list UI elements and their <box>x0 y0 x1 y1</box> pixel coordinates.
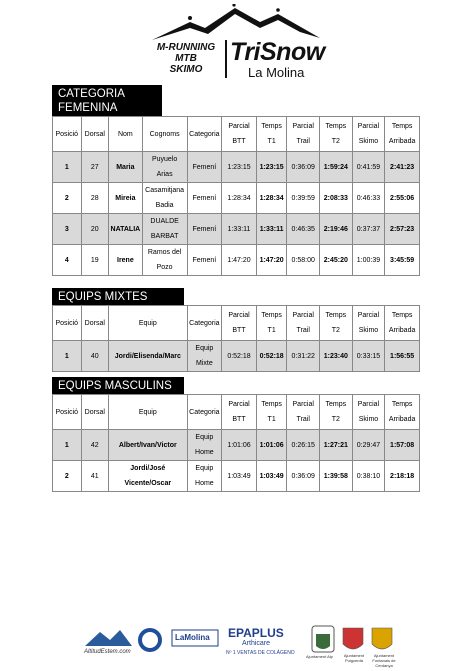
sponsor-alp: Ajuntament Alp <box>306 654 333 659</box>
column-header: Posició <box>53 306 82 341</box>
table-cell: 1:47:20 <box>256 245 287 276</box>
table-cell: Femení <box>187 183 222 214</box>
sponsors-bar <box>80 622 400 668</box>
section-title-masculins <box>52 377 184 395</box>
table-cell: 4 <box>53 245 82 276</box>
column-header: Temps T2 <box>320 117 353 152</box>
table-cell: 2:18:18 <box>385 461 420 492</box>
section-title-text: CATEGORIA FEMENINA <box>58 88 125 114</box>
results-table-femenina <box>52 116 420 276</box>
sponsor-colageno: Nº 1 VENTAS DE COLÁGENO <box>226 650 295 656</box>
table-cell: 1:56:55 <box>385 341 420 372</box>
results-table-masculins <box>52 394 420 492</box>
table-cell: NATALIA <box>109 214 143 245</box>
table-cell: Femení <box>187 152 222 183</box>
table-cell: 1:28:34 <box>222 183 257 214</box>
table-cell: 0:31:22 <box>287 341 320 372</box>
table-cell: 1 <box>53 152 82 183</box>
column-header: Temps T1 <box>256 395 287 430</box>
column-header: Temps T2 <box>320 306 353 341</box>
table-cell: 0:33:15 <box>352 341 385 372</box>
table-cell: 2:19:46 <box>320 214 353 245</box>
table-cell: 1:03:49 <box>222 461 257 492</box>
table-cell: 2 <box>53 461 82 492</box>
column-header: Parcial BTT <box>222 306 257 341</box>
table-cell: Jordi/José Vicente/Oscar <box>109 461 187 492</box>
table-cell: 0:46:33 <box>352 183 385 214</box>
table-cell: 41 <box>81 461 109 492</box>
logo-place: La Molina <box>248 65 305 80</box>
column-header: Parcial Trail <box>287 395 320 430</box>
table-cell: 1 <box>53 341 82 372</box>
sponsor-epaplus: EPAPLUS <box>228 626 284 640</box>
table-cell: 1:00:39 <box>352 245 385 276</box>
table-header-row <box>53 117 420 152</box>
table-cell: 1:28:34 <box>256 183 287 214</box>
table-cell: Albert/Ivan/Victor <box>109 430 187 461</box>
column-header: Parcial Skimo <box>352 117 385 152</box>
table-cell: 0:52:18 <box>256 341 287 372</box>
logo-disciplines <box>150 42 222 75</box>
logo-line1: M-RUNNING <box>156 42 216 53</box>
table-header-row <box>53 306 420 341</box>
table-row <box>53 214 420 245</box>
sponsor-fontanals: Ajuntament Fontanals de Cerdanya <box>372 653 396 668</box>
table-cell: 0:58:00 <box>287 245 320 276</box>
table-cell: Equip Home <box>187 461 222 492</box>
sponsor-puigcerda: Ajuntament Puigcerdà <box>343 653 365 663</box>
table-cell: 19 <box>81 245 109 276</box>
column-header: Temps Arribada <box>385 395 420 430</box>
table-cell: Femení <box>187 214 222 245</box>
column-header: Parcial BTT <box>222 117 257 152</box>
table-row <box>53 341 420 372</box>
column-header: Cognoms <box>142 117 187 152</box>
table-cell: 0:37:37 <box>352 214 385 245</box>
table-cell: 0:46:35 <box>287 214 320 245</box>
table-cell: 1:33:11 <box>222 214 257 245</box>
table-cell: 2:57:23 <box>385 214 420 245</box>
table-cell: 1:23:40 <box>320 341 353 372</box>
table-row <box>53 461 420 492</box>
table-cell: 1:23:15 <box>222 152 257 183</box>
table-cell: 1 <box>53 430 82 461</box>
table-row <box>53 152 420 183</box>
section-title-femenina <box>52 85 162 117</box>
logo-line3: SKIMO <box>169 64 203 75</box>
table-row <box>53 183 420 214</box>
table-cell: 0:38:10 <box>352 461 385 492</box>
sponsor-altitud: AltitudEstem.com <box>84 649 131 655</box>
table-cell: 20 <box>81 214 109 245</box>
results-table-mixtes <box>52 305 420 372</box>
column-header: Nom <box>109 117 143 152</box>
table-cell: 0:39:59 <box>287 183 320 214</box>
table-cell: 1:27:21 <box>320 430 353 461</box>
column-header: Temps Arribada <box>385 306 420 341</box>
table-cell: 0:26:15 <box>287 430 320 461</box>
column-header: Categoria <box>187 306 222 341</box>
column-header: Temps T1 <box>256 306 287 341</box>
table-cell: 0:29:47 <box>352 430 385 461</box>
table-cell: 27 <box>81 152 109 183</box>
section-title-mixtes <box>52 288 184 306</box>
table-cell: 0:36:09 <box>287 461 320 492</box>
table-cell: Ramos del Pozo <box>142 245 187 276</box>
table-cell: 2:45:20 <box>320 245 353 276</box>
table-cell: Mireia <box>109 183 143 214</box>
table-cell: 1:57:08 <box>385 430 420 461</box>
column-header: Temps Arribada <box>385 117 420 152</box>
logo-line2: MTB <box>175 53 197 64</box>
column-header: Equip <box>109 306 187 341</box>
logo-divider <box>225 40 227 78</box>
table-row <box>53 245 420 276</box>
table-cell: 1:01:06 <box>222 430 257 461</box>
table-cell: 1:33:11 <box>256 214 287 245</box>
column-header: Parcial Trail <box>287 306 320 341</box>
trisnow-logo <box>150 4 330 82</box>
table-cell: Equip Home <box>187 430 222 461</box>
sponsor-lamolina: LaMolina <box>175 633 210 642</box>
table-header-row <box>53 395 420 430</box>
column-header: Dorsal <box>81 395 109 430</box>
column-header: Equip <box>109 395 187 430</box>
table-cell: Equip Mixte <box>187 341 222 372</box>
table-cell: 3:45:59 <box>385 245 420 276</box>
table-cell: 2 <box>53 183 82 214</box>
column-header: Parcial Trail <box>287 117 320 152</box>
table-cell: Maria <box>109 152 143 183</box>
table-cell: 1:59:24 <box>320 152 353 183</box>
column-header: Parcial Skimo <box>352 306 385 341</box>
table-cell: 0:52:18 <box>222 341 257 372</box>
table-cell: 1:01:06 <box>256 430 287 461</box>
table-cell: 1:03:49 <box>256 461 287 492</box>
column-header: Dorsal <box>81 117 109 152</box>
table-cell: 0:36:09 <box>287 152 320 183</box>
column-header: Parcial BTT <box>222 395 257 430</box>
table-row <box>53 430 420 461</box>
table-cell: Jordi/Elisenda/Marc <box>109 341 187 372</box>
table-cell: 3 <box>53 214 82 245</box>
section-title-text: EQUIPS MASCULINS <box>58 380 172 392</box>
column-header: Categoria <box>187 395 222 430</box>
column-header: Temps T2 <box>320 395 353 430</box>
table-cell: Femení <box>187 245 222 276</box>
table-cell: 1:23:15 <box>256 152 287 183</box>
sponsor-arthicare: Arthicare <box>242 640 271 647</box>
column-header: Categoria <box>187 117 222 152</box>
column-header: Parcial Skimo <box>352 395 385 430</box>
table-cell: 2:08:33 <box>320 183 353 214</box>
column-header: Posició <box>53 117 82 152</box>
section-title-text: EQUIPS MIXTES <box>58 291 148 303</box>
table-cell: 28 <box>81 183 109 214</box>
table-cell: 40 <box>81 341 109 372</box>
table-cell: 42 <box>81 430 109 461</box>
logo-brand: TriSnow <box>230 38 325 66</box>
column-header: Posició <box>53 395 82 430</box>
table-cell: 2:41:23 <box>385 152 420 183</box>
table-cell: Irene <box>109 245 143 276</box>
table-cell: 0:41:59 <box>352 152 385 183</box>
column-header: Dorsal <box>81 306 109 341</box>
table-cell: 1:47:20 <box>222 245 257 276</box>
table-cell: 1:39:58 <box>320 461 353 492</box>
table-cell: Puyuelo Arias <box>142 152 187 183</box>
table-cell: Casamitjana Badia <box>142 183 187 214</box>
column-header: Temps T1 <box>256 117 287 152</box>
table-cell: DUALDE BARBAT <box>142 214 187 245</box>
table-cell: 2:55:06 <box>385 183 420 214</box>
